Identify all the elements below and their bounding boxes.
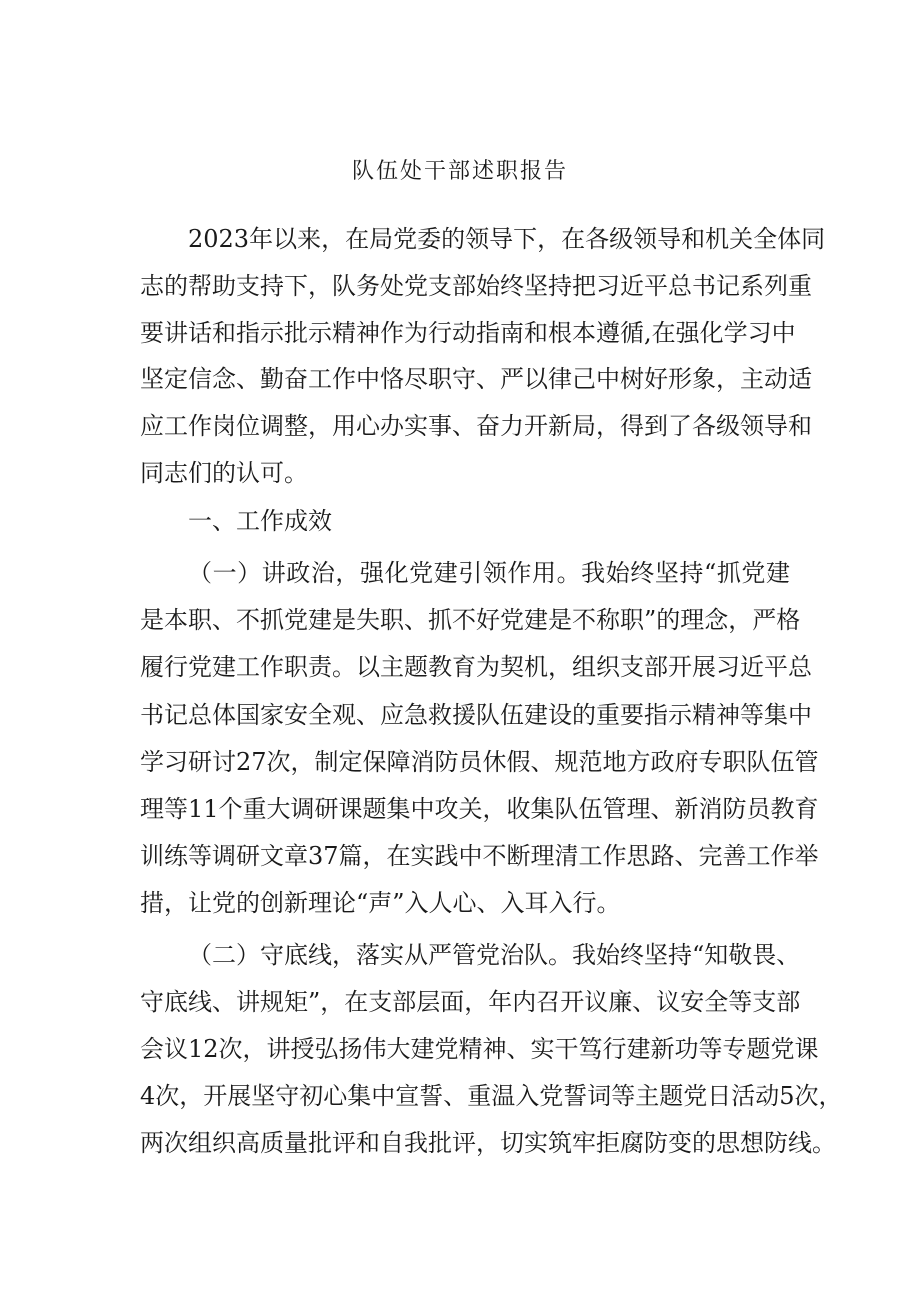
paragraph-line: 两次组织高质量批评和自我批评，切实筑牢拒腐防变的思想防线。 <box>140 1129 836 1157</box>
paragraph-line: 应工作岗位调整，用心办实事、奋力开新局，得到了各级领导和 <box>140 412 812 440</box>
paragraph-line: （二）守底线，落实从严管党治队。我始终坚持“知敬畏、 <box>188 941 801 969</box>
paragraph-line: 理等11个重大调研课题集中攻关，收集队伍管理、新消防员教育 <box>140 795 819 823</box>
document-title: 队伍处干部述职报告 <box>351 159 568 184</box>
section-heading: 一、工作成效 <box>188 507 332 535</box>
paragraph-line: 训练等调研文章37篇，在实践中不断理清工作思路、完善工作举 <box>140 842 819 870</box>
paragraph-line: 学习研讨27次，制定保障消防员休假、规范地方政府专职队伍管 <box>140 748 819 776</box>
paragraph-line: 会议12次，讲授弘扬伟大建党精神、实干笃行建新功等专题党课 <box>140 1035 819 1063</box>
paragraph-line: 措，让党的创新理论“声”入人心、入耳入行。 <box>140 889 621 917</box>
paragraph-line: （一）讲政治，强化党建引领作用。我始终坚持“抓党建 <box>188 559 790 587</box>
paragraph-line: 守底线、讲规矩”，在支部层面，年内召开议廉、议安全等支部 <box>140 988 801 1016</box>
paragraph-line: 同志们的认可。 <box>140 459 308 487</box>
paragraph-line: 4次，开展坚守初心集中宣誓、重温入党誓词等主题党日活动5次， <box>140 1082 843 1110</box>
paragraph-line: 2023年以来，在局党委的领导下，在各级领导和机关全体同 <box>188 225 826 253</box>
paragraph-line: 要讲话和指示批示精神作为行动指南和根本遵循,在强化学习中 <box>140 319 796 347</box>
paragraph-line: 书记总体国家安全观、应急救援队伍建设的重要指示精神等集中 <box>140 701 812 729</box>
paragraph-line: 履行党建工作职责。以主题教育为契机，组织支部开展习近平总 <box>140 653 812 681</box>
paragraph-line: 坚定信念、勤奋工作中恪尽职守、严以律己中树好形象，主动适 <box>140 365 812 393</box>
paragraph-line: 志的帮助支持下，队务处党支部始终坚持把习近平总书记系列重 <box>140 272 812 300</box>
paragraph-line: 是本职、不抓党建是失职、抓不好党建是不称职”的理念，严格 <box>140 606 801 634</box>
